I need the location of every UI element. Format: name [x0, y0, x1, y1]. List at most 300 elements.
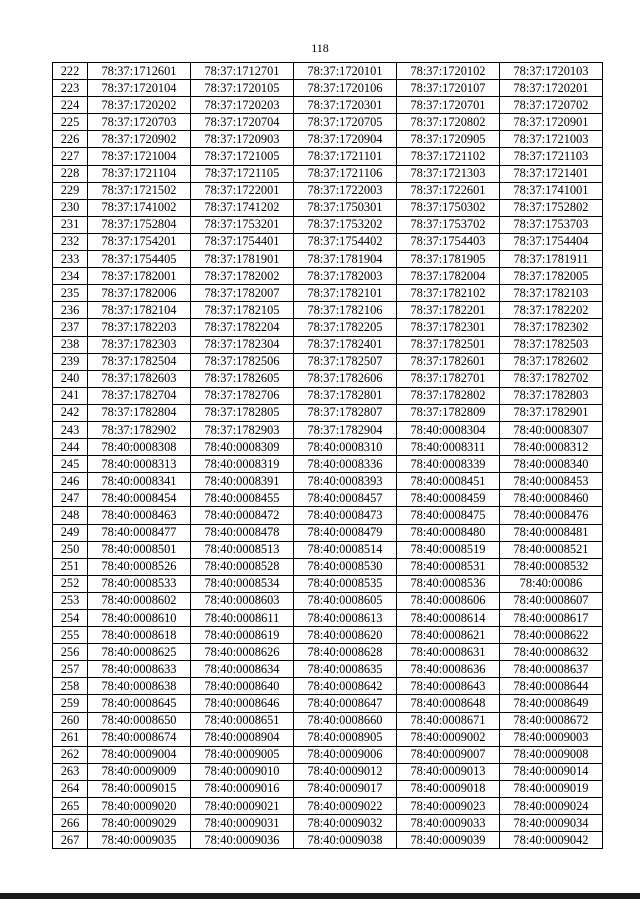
- cadastral-number-cell: 78:37:1782804: [88, 404, 191, 421]
- cadastral-number-cell: 78:40:0008620: [294, 627, 397, 644]
- cadastral-number-cell: 78:40:0008651: [191, 712, 294, 729]
- cadastral-number-cell: 78:37:1782201: [397, 302, 500, 319]
- cadastral-number-cell: 78:37:1782903: [191, 421, 294, 438]
- row-number-cell: 253: [53, 592, 88, 609]
- table-row: [53, 798, 603, 815]
- cadastral-number-cell: 78:40:0009017: [294, 780, 397, 797]
- cadastral-number-cell: 78:37:1781911: [500, 251, 603, 268]
- cadastral-number-cell: 78:37:1720702: [500, 97, 603, 114]
- cadastral-number-cell: 78:37:1782904: [294, 421, 397, 438]
- table-row: [53, 319, 603, 336]
- cadastral-number-cell: 78:37:1782102: [397, 285, 500, 302]
- table-row: [53, 97, 603, 114]
- cadastral-number-cell: 78:40:0008905: [294, 729, 397, 746]
- cadastral-number-cell: 78:40:0009042: [500, 832, 603, 849]
- row-number-cell: 224: [53, 97, 88, 114]
- cadastral-number-cell: 78:37:1782001: [88, 268, 191, 285]
- table-row: [53, 627, 603, 644]
- cadastral-number-cell: 78:40:0008339: [397, 456, 500, 473]
- cadastral-number-cell: 78:37:1741202: [191, 199, 294, 216]
- cadastral-number-cell: 78:37:1782701: [397, 370, 500, 387]
- table-row: [53, 678, 603, 695]
- cadastral-number-cell: 78:37:1721106: [294, 165, 397, 182]
- cadastral-number-cell: 78:37:1721103: [500, 148, 603, 165]
- cadastral-number-cell: 78:40:0008531: [397, 558, 500, 575]
- table-row: [53, 285, 603, 302]
- cadastral-number-cell: 78:40:0008479: [294, 524, 397, 541]
- cadastral-number-cell: 78:37:1720203: [191, 97, 294, 114]
- cadastral-number-cell: 78:37:1712701: [191, 63, 294, 80]
- cadastral-number-cell: 78:40:0009002: [397, 729, 500, 746]
- row-number-cell: 233: [53, 251, 88, 268]
- cadastral-number-table: [52, 62, 603, 849]
- cadastral-number-cell: 78:37:1782006: [88, 285, 191, 302]
- cadastral-number-cell: 78:37:1754201: [88, 233, 191, 250]
- table-row: [53, 712, 603, 729]
- cadastral-number-cell: 78:40:0008454: [88, 490, 191, 507]
- cadastral-number-cell: 78:40:0008619: [191, 627, 294, 644]
- cadastral-number-cell: 78:37:1721005: [191, 148, 294, 165]
- cadastral-number-cell: 78:37:1721104: [88, 165, 191, 182]
- cadastral-number-cell: 78:37:1782809: [397, 404, 500, 421]
- cadastral-number-cell: 78:40:0008626: [191, 644, 294, 661]
- table-row: [53, 370, 603, 387]
- cadastral-number-cell: 78:37:1741001: [500, 182, 603, 199]
- cadastral-number-cell: 78:37:1721502: [88, 182, 191, 199]
- table-row: [53, 233, 603, 250]
- cadastral-number-cell: 78:37:1782304: [191, 336, 294, 353]
- row-number-cell: 258: [53, 678, 88, 695]
- table-row: [53, 763, 603, 780]
- cadastral-number-cell: 78:37:1720301: [294, 97, 397, 114]
- table-row: [53, 302, 603, 319]
- cadastral-number-cell: 78:40:0008513: [191, 541, 294, 558]
- cadastral-number-cell: 78:37:1754405: [88, 251, 191, 268]
- cadastral-number-cell: 78:40:0008307: [500, 421, 603, 438]
- cadastral-number-cell: 78:40:0008644: [500, 678, 603, 695]
- cadastral-number-cell: 78:37:1721004: [88, 148, 191, 165]
- cadastral-number-cell: 78:40:0008647: [294, 695, 397, 712]
- cadastral-number-cell: 78:40:0008646: [191, 695, 294, 712]
- cadastral-number-cell: 78:40:0009039: [397, 832, 500, 849]
- table-row: [53, 473, 603, 490]
- row-number-cell: 231: [53, 216, 88, 233]
- cadastral-number-cell: 78:37:1782004: [397, 268, 500, 285]
- cadastral-number-cell: 78:37:1720202: [88, 97, 191, 114]
- cadastral-number-cell: 78:40:0008478: [191, 524, 294, 541]
- cadastral-number-cell: 78:40:0009035: [88, 832, 191, 849]
- cadastral-number-cell: 78:40:0009008: [500, 746, 603, 763]
- cadastral-number-cell: 78:40:0008621: [397, 627, 500, 644]
- cadastral-number-cell: 78:40:0009005: [191, 746, 294, 763]
- cadastral-number-cell: 78:40:0008319: [191, 456, 294, 473]
- table-row: [53, 387, 603, 404]
- cadastral-number-cell: 78:37:1782101: [294, 285, 397, 302]
- row-number-cell: 252: [53, 575, 88, 592]
- table-row: [53, 832, 603, 849]
- row-number-cell: 251: [53, 558, 88, 575]
- row-number-cell: 259: [53, 695, 88, 712]
- cadastral-number-cell: 78:40:0008648: [397, 695, 500, 712]
- cadastral-number-cell: 78:40:0009029: [88, 815, 191, 832]
- cadastral-number-cell: 78:40:0009016: [191, 780, 294, 797]
- table-row: [53, 524, 603, 541]
- cadastral-number-cell: 78:40:0008606: [397, 592, 500, 609]
- cadastral-number-cell: 78:40:0008634: [191, 661, 294, 678]
- cadastral-number-cell: 78:40:0009032: [294, 815, 397, 832]
- cadastral-number-cell: 78:37:1754401: [191, 233, 294, 250]
- cadastral-number-cell: 78:40:0009009: [88, 763, 191, 780]
- cadastral-number-cell: 78:40:0008536: [397, 575, 500, 592]
- cadastral-number-cell: 78:37:1750302: [397, 199, 500, 216]
- table-row: [53, 148, 603, 165]
- row-number-cell: 244: [53, 439, 88, 456]
- cadastral-number-cell: 78:40:0009014: [500, 763, 603, 780]
- cadastral-number-cell: 78:40:0008526: [88, 558, 191, 575]
- cadastral-number-cell: 78:40:0009010: [191, 763, 294, 780]
- cadastral-number-cell: 78:40:0008521: [500, 541, 603, 558]
- cadastral-number-cell: 78:40:0009023: [397, 798, 500, 815]
- cadastral-number-cell: 78:37:1781904: [294, 251, 397, 268]
- cadastral-number-cell: 78:37:1750301: [294, 199, 397, 216]
- row-number-cell: 255: [53, 627, 88, 644]
- row-number-cell: 240: [53, 370, 88, 387]
- row-number-cell: 228: [53, 165, 88, 182]
- row-number-cell: 223: [53, 80, 88, 97]
- cadastral-number-cell: 78:37:1782203: [88, 319, 191, 336]
- table-body: [53, 63, 603, 849]
- cadastral-number-cell: 78:37:1782507: [294, 353, 397, 370]
- cadastral-number-cell: 78:37:1782805: [191, 404, 294, 421]
- cadastral-number-cell: 78:37:1782503: [500, 336, 603, 353]
- cadastral-number-cell: 78:37:1721003: [500, 131, 603, 148]
- cadastral-number-cell: 78:37:1721101: [294, 148, 397, 165]
- cadastral-number-cell: 78:40:0008313: [88, 456, 191, 473]
- table-row: [53, 80, 603, 97]
- cadastral-number-cell: 78:40:0009036: [191, 832, 294, 849]
- cadastral-number-cell: 78:40:0008534: [191, 575, 294, 592]
- cadastral-number-cell: 78:37:1781905: [397, 251, 500, 268]
- table-row: [53, 558, 603, 575]
- cadastral-number-cell: 78:37:1782103: [500, 285, 603, 302]
- cadastral-number-cell: 78:37:1782002: [191, 268, 294, 285]
- cadastral-number-cell: 78:40:0008602: [88, 592, 191, 609]
- cadastral-number-cell: 78:40:0009018: [397, 780, 500, 797]
- cadastral-number-cell: 78:40:0008642: [294, 678, 397, 695]
- cadastral-number-cell: 78:37:1782005: [500, 268, 603, 285]
- cadastral-number-cell: 78:40:0008308: [88, 439, 191, 456]
- cadastral-number-cell: 78:37:1782301: [397, 319, 500, 336]
- cadastral-number-cell: 78:40:0008649: [500, 695, 603, 712]
- table-row: [53, 644, 603, 661]
- row-number-cell: 265: [53, 798, 88, 815]
- table-row: [53, 729, 603, 746]
- table-row: [53, 746, 603, 763]
- table-row: [53, 353, 603, 370]
- row-number-cell: 246: [53, 473, 88, 490]
- table-row: [53, 268, 603, 285]
- row-number-cell: 230: [53, 199, 88, 216]
- cadastral-number-cell: 78:40:0008650: [88, 712, 191, 729]
- cadastral-number-cell: 78:40:0008613: [294, 610, 397, 627]
- cadastral-number-cell: 78:40:00086: [500, 575, 603, 592]
- cadastral-number-cell: 78:40:0008635: [294, 661, 397, 678]
- cadastral-number-cell: 78:40:0008481: [500, 524, 603, 541]
- row-number-cell: 247: [53, 490, 88, 507]
- cadastral-number-cell: 78:37:1720701: [397, 97, 500, 114]
- row-number-cell: 234: [53, 268, 88, 285]
- cadastral-number-cell: 78:40:0009019: [500, 780, 603, 797]
- table-row: [53, 592, 603, 609]
- table-row: [53, 507, 603, 524]
- row-number-cell: 227: [53, 148, 88, 165]
- table-row: [53, 780, 603, 797]
- cadastral-number-cell: 78:37:1782803: [500, 387, 603, 404]
- cadastral-number-cell: 78:40:0008476: [500, 507, 603, 524]
- cadastral-number-cell: 78:37:1782104: [88, 302, 191, 319]
- cadastral-number-cell: 78:40:0008605: [294, 592, 397, 609]
- cadastral-number-cell: 78:40:0008532: [500, 558, 603, 575]
- cadastral-number-cell: 78:40:0008628: [294, 644, 397, 661]
- table-row: [53, 216, 603, 233]
- cadastral-number-cell: 78:37:1720107: [397, 80, 500, 97]
- row-number-cell: 242: [53, 404, 88, 421]
- cadastral-number-cell: 78:37:1782605: [191, 370, 294, 387]
- row-number-cell: 250: [53, 541, 88, 558]
- row-number-cell: 235: [53, 285, 88, 302]
- page-number: 118: [311, 41, 329, 55]
- row-number-cell: 232: [53, 233, 88, 250]
- table-row: [53, 165, 603, 182]
- cadastral-number-cell: 78:40:0008312: [500, 439, 603, 456]
- cadastral-number-cell: 78:37:1782501: [397, 336, 500, 353]
- cadastral-number-cell: 78:37:1782506: [191, 353, 294, 370]
- cadastral-number-cell: 78:40:0008610: [88, 610, 191, 627]
- cadastral-number-cell: 78:40:0008530: [294, 558, 397, 575]
- cadastral-number-cell: 78:37:1720904: [294, 131, 397, 148]
- cadastral-number-cell: 78:37:1782007: [191, 285, 294, 302]
- cadastral-number-cell: 78:40:0008632: [500, 644, 603, 661]
- cadastral-number-cell: 78:37:1720101: [294, 63, 397, 80]
- cadastral-number-cell: 78:40:0009015: [88, 780, 191, 797]
- cadastral-number-cell: 78:40:0008309: [191, 439, 294, 456]
- table-row: [53, 490, 603, 507]
- cadastral-number-cell: 78:40:0009021: [191, 798, 294, 815]
- cadastral-number-cell: 78:37:1752804: [88, 216, 191, 233]
- cadastral-number-cell: 78:40:0008614: [397, 610, 500, 627]
- cadastral-number-cell: 78:37:1782105: [191, 302, 294, 319]
- cadastral-number-cell: 78:37:1753202: [294, 216, 397, 233]
- cadastral-number-cell: 78:37:1752802: [500, 199, 603, 216]
- cadastral-number-cell: 78:40:0008672: [500, 712, 603, 729]
- table-row: [53, 815, 603, 832]
- cadastral-number-cell: 78:37:1720105: [191, 80, 294, 97]
- cadastral-number-cell: 78:40:0008475: [397, 507, 500, 524]
- cadastral-number-cell: 78:37:1782302: [500, 319, 603, 336]
- table-row: [53, 251, 603, 268]
- row-number-cell: 226: [53, 131, 88, 148]
- cadastral-number-cell: 78:40:0009034: [500, 815, 603, 832]
- cadastral-number-cell: 78:37:1782204: [191, 319, 294, 336]
- row-number-cell: 261: [53, 729, 88, 746]
- cadastral-number-cell: 78:40:0008451: [397, 473, 500, 490]
- cadastral-number-cell: 78:40:0009033: [397, 815, 500, 832]
- cadastral-number-cell: 78:40:0008460: [500, 490, 603, 507]
- cadastral-number-cell: 78:40:0008625: [88, 644, 191, 661]
- cadastral-number-cell: 78:40:0008622: [500, 627, 603, 644]
- row-number-cell: 254: [53, 610, 88, 627]
- cadastral-number-cell: 78:40:0009022: [294, 798, 397, 815]
- cadastral-number-cell: 78:37:1781901: [191, 251, 294, 268]
- cadastral-number-cell: 78:37:1722001: [191, 182, 294, 199]
- cadastral-number-cell: 78:37:1753703: [500, 216, 603, 233]
- table-row: [53, 439, 603, 456]
- cadastral-number-cell: 78:37:1782003: [294, 268, 397, 285]
- table-row: [53, 610, 603, 627]
- row-number-cell: 257: [53, 661, 88, 678]
- cadastral-number-cell: 78:40:0008637: [500, 661, 603, 678]
- row-number-cell: 237: [53, 319, 88, 336]
- row-number-cell: 249: [53, 524, 88, 541]
- cadastral-number-cell: 78:37:1782601: [397, 353, 500, 370]
- cadastral-number-cell: 78:40:0008636: [397, 661, 500, 678]
- cadastral-number-cell: 78:37:1721102: [397, 148, 500, 165]
- cadastral-number-cell: 78:37:1721401: [500, 165, 603, 182]
- cadastral-number-cell: 78:37:1753201: [191, 216, 294, 233]
- table-row: [53, 421, 603, 438]
- row-number-cell: 256: [53, 644, 88, 661]
- cadastral-number-cell: 78:40:0008533: [88, 575, 191, 592]
- cadastral-number-cell: 78:40:0008645: [88, 695, 191, 712]
- cadastral-number-cell: 78:40:0008535: [294, 575, 397, 592]
- cadastral-number-cell: 78:37:1782704: [88, 387, 191, 404]
- cadastral-number-cell: 78:40:0009013: [397, 763, 500, 780]
- cadastral-number-cell: 78:40:0009031: [191, 815, 294, 832]
- cadastral-number-cell: 78:40:0008455: [191, 490, 294, 507]
- cadastral-number-cell: 78:37:1782807: [294, 404, 397, 421]
- table-row: [53, 456, 603, 473]
- cadastral-number-cell: 78:40:0009024: [500, 798, 603, 815]
- cadastral-number-cell: 78:40:0008480: [397, 524, 500, 541]
- cadastral-number-cell: 78:40:0008463: [88, 507, 191, 524]
- cadastral-number-cell: 78:37:1720705: [294, 114, 397, 131]
- cadastral-number-cell: 78:40:0008472: [191, 507, 294, 524]
- row-number-cell: 262: [53, 746, 88, 763]
- cadastral-number-cell: 78:37:1782602: [500, 353, 603, 370]
- table-row: [53, 336, 603, 353]
- cadastral-number-cell: 78:40:0008341: [88, 473, 191, 490]
- cadastral-number-cell: 78:37:1720703: [88, 114, 191, 131]
- cadastral-number-cell: 78:37:1720903: [191, 131, 294, 148]
- row-number-cell: 222: [53, 63, 88, 80]
- table-row: [53, 661, 603, 678]
- row-number-cell: 239: [53, 353, 88, 370]
- cadastral-number-cell: 78:37:1720902: [88, 131, 191, 148]
- cadastral-number-cell: 78:37:1782504: [88, 353, 191, 370]
- cadastral-number-cell: 78:37:1720102: [397, 63, 500, 80]
- cadastral-number-cell: 78:40:0008660: [294, 712, 397, 729]
- cadastral-number-cell: 78:37:1720104: [88, 80, 191, 97]
- cadastral-number-cell: 78:40:0008514: [294, 541, 397, 558]
- cadastral-number-cell: 78:40:0008603: [191, 592, 294, 609]
- cadastral-number-cell: 78:40:0008473: [294, 507, 397, 524]
- cadastral-number-cell: 78:37:1754404: [500, 233, 603, 250]
- cadastral-number-cell: 78:37:1782106: [294, 302, 397, 319]
- row-number-cell: 236: [53, 302, 88, 319]
- cadastral-number-cell: 78:37:1782202: [500, 302, 603, 319]
- cadastral-number-cell: 78:40:0008457: [294, 490, 397, 507]
- cadastral-number-cell: 78:40:0008618: [88, 627, 191, 644]
- cadastral-number-cell: 78:37:1782702: [500, 370, 603, 387]
- cadastral-number-cell: 78:40:0008453: [500, 473, 603, 490]
- row-number-cell: 266: [53, 815, 88, 832]
- row-number-cell: 260: [53, 712, 88, 729]
- table-row: [53, 182, 603, 199]
- row-number-cell: 267: [53, 832, 88, 849]
- cadastral-number-cell: 78:40:0008617: [500, 610, 603, 627]
- cadastral-number-cell: 78:37:1782303: [88, 336, 191, 353]
- cadastral-number-cell: 78:40:0009038: [294, 832, 397, 849]
- cadastral-number-cell: 78:40:0008477: [88, 524, 191, 541]
- cadastral-number-cell: 78:40:0008336: [294, 456, 397, 473]
- cadastral-number-cell: 78:37:1712601: [88, 63, 191, 80]
- cadastral-number-cell: 78:37:1782902: [88, 421, 191, 438]
- cadastral-number-cell: 78:37:1720802: [397, 114, 500, 131]
- row-number-cell: 248: [53, 507, 88, 524]
- cadastral-number-cell: 78:40:0008393: [294, 473, 397, 490]
- cadastral-number-cell: 78:40:0008519: [397, 541, 500, 558]
- cadastral-number-cell: 78:37:1782901: [500, 404, 603, 421]
- table-row: [53, 575, 603, 592]
- cadastral-number-cell: 78:40:0008340: [500, 456, 603, 473]
- cadastral-number-cell: 78:37:1720901: [500, 114, 603, 131]
- table-row: [53, 404, 603, 421]
- cadastral-number-cell: 78:37:1782205: [294, 319, 397, 336]
- cadastral-number-cell: 78:40:0008631: [397, 644, 500, 661]
- table-row: [53, 63, 603, 80]
- cadastral-number-cell: 78:37:1721105: [191, 165, 294, 182]
- cadastral-number-cell: 78:37:1720704: [191, 114, 294, 131]
- cadastral-number-cell: 78:37:1741002: [88, 199, 191, 216]
- row-number-cell: 245: [53, 456, 88, 473]
- table-row: [53, 541, 603, 558]
- cadastral-number-cell: 78:40:0009020: [88, 798, 191, 815]
- cadastral-number-cell: 78:37:1722003: [294, 182, 397, 199]
- cadastral-number-cell: 78:40:0008638: [88, 678, 191, 695]
- cadastral-number-cell: 78:40:0008633: [88, 661, 191, 678]
- table-row: [53, 695, 603, 712]
- cadastral-number-cell: 78:37:1753702: [397, 216, 500, 233]
- cadastral-number-cell: 78:37:1722601: [397, 182, 500, 199]
- cadastral-number-cell: 78:40:0008607: [500, 592, 603, 609]
- cadastral-number-cell: 78:37:1782802: [397, 387, 500, 404]
- table-row: [53, 199, 603, 216]
- cadastral-number-cell: 78:37:1782401: [294, 336, 397, 353]
- row-number-cell: 229: [53, 182, 88, 199]
- cadastral-number-cell: 78:40:0008528: [191, 558, 294, 575]
- scan-bottom-border: [0, 893, 640, 899]
- row-number-cell: 243: [53, 421, 88, 438]
- cadastral-number-cell: 78:37:1754403: [397, 233, 500, 250]
- cadastral-number-cell: 78:40:0009007: [397, 746, 500, 763]
- row-number-cell: 264: [53, 780, 88, 797]
- table-row: [53, 131, 603, 148]
- cadastral-number-cell: 78:40:0008671: [397, 712, 500, 729]
- cadastral-number-cell: 78:37:1782801: [294, 387, 397, 404]
- cadastral-number-cell: 78:37:1754402: [294, 233, 397, 250]
- row-number-cell: 238: [53, 336, 88, 353]
- cadastral-number-cell: 78:40:0008904: [191, 729, 294, 746]
